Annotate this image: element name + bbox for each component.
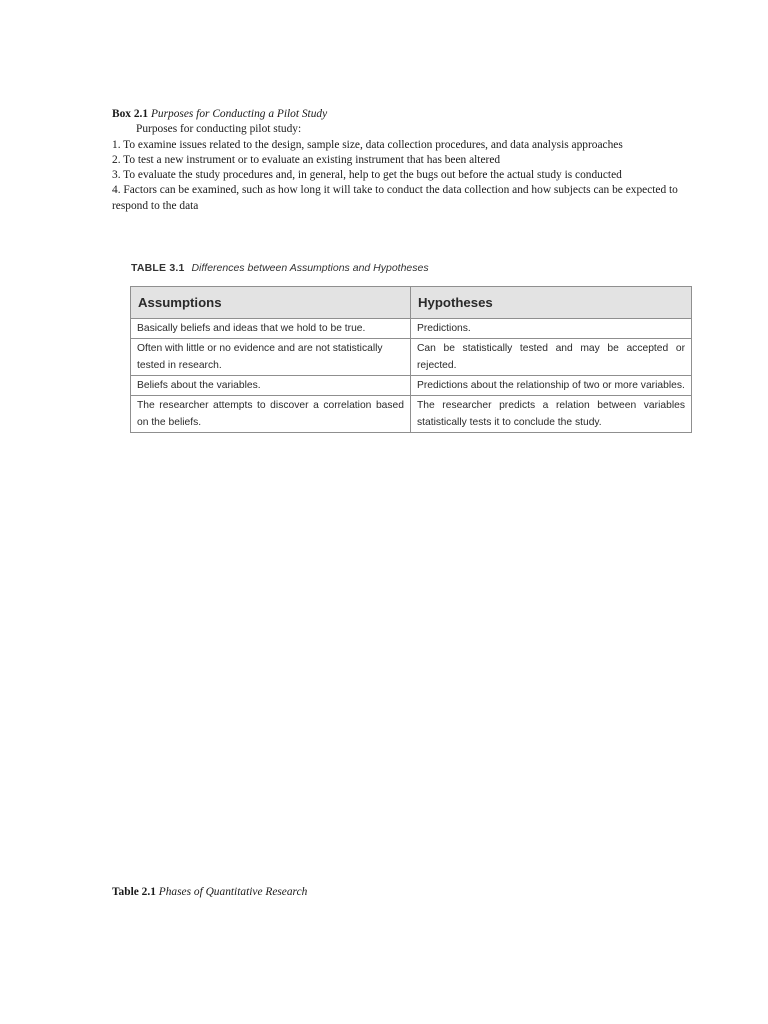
- box-item: 1. To examine issues related to the design, sample size, data collection procedures, and data analysis approaches: [112, 138, 623, 151]
- box-item: 4. Factors can be examined, such as how long it will take to conduct the data collection and how subjects can be expected to respond to the data: [112, 184, 678, 212]
- box-item: 2. To test a new instrument or to evaluate an existing instrument that has been altered: [112, 153, 501, 166]
- table-caption-title: Differences between Assumptions and Hypotheses: [191, 262, 429, 274]
- column-header-hypotheses: Hypotheses: [411, 287, 692, 319]
- phases-table-caption: [112, 886, 307, 898]
- table-row: [131, 339, 692, 376]
- table-row: [131, 376, 692, 396]
- hypothesis-cell: Predictions.: [411, 319, 692, 339]
- assumptions-hypotheses-table: [130, 286, 692, 433]
- box-item: 3. To evaluate the study procedures and, in general, help to get the bugs out before the actual study is conducted: [112, 169, 622, 182]
- hypothesis-cell: The researcher predicts a relation between variables statistically tests it to conclude the study.: [411, 396, 692, 433]
- assumption-cell: Basically beliefs and ideas that we hold to be true.: [131, 319, 411, 339]
- assumption-cell: Beliefs about the variables.: [131, 376, 411, 396]
- table-row: [131, 396, 692, 433]
- assumption-cell: The researcher attempts to discover a correlation based on the beliefs.: [131, 396, 411, 433]
- column-header-assumptions: Assumptions: [131, 287, 411, 319]
- table-caption-label: TABLE 3.1: [131, 262, 185, 274]
- hypothesis-cell: Can be statistically tested and may be accepted or rejected.: [411, 339, 692, 376]
- phases-table-label: Table 2.1: [112, 886, 156, 898]
- table-header-row: [131, 287, 692, 319]
- hypothesis-cell: Predictions about the relationship of two or more variables.: [411, 376, 692, 396]
- box-intro: Purposes for conducting pilot study:: [136, 123, 302, 136]
- table-row: [131, 319, 692, 339]
- box-caption-label: Box 2.1: [112, 108, 149, 120]
- table-caption: [131, 262, 429, 274]
- box-caption-title: Purposes for Conducting a Pilot Study: [150, 108, 328, 120]
- assumption-cell: Often with little or no evidence and are not statistically tested in research.: [131, 339, 411, 376]
- pilot-study-box: [112, 107, 692, 214]
- box-caption: [112, 107, 692, 122]
- phases-table-title: Phases of Quantitative Research: [158, 886, 308, 898]
